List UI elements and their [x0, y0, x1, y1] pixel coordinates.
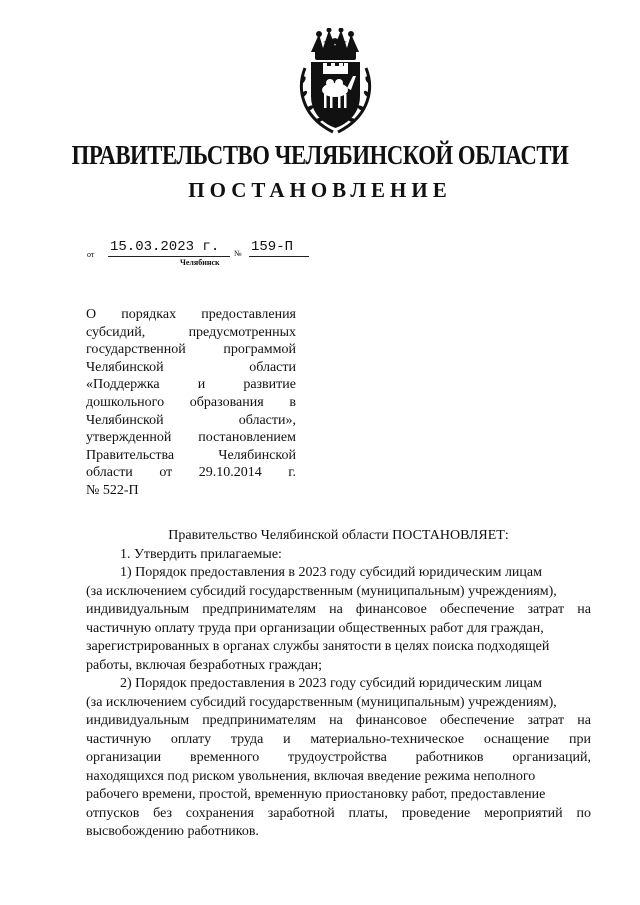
word: работников [415, 750, 484, 765]
word: утвержденной [86, 430, 172, 446]
word: Челябинской [218, 447, 296, 463]
word: образования [189, 394, 264, 410]
word: затрат [527, 602, 565, 617]
word: на [329, 602, 343, 617]
word: 1) Порядок предоставления в 2023 году субсидий юридическим лицам [120, 565, 542, 580]
word: рабочего времени, простой, временную приостановку работ, предоставление [86, 787, 546, 802]
word: находящихся под риском увольнения, включая введение режима неполного [86, 768, 536, 784]
word: предусмотренных [188, 324, 296, 340]
word: частичную оплату труда при организации общественных работ для граждан, [86, 620, 544, 636]
from-label: от [87, 250, 95, 259]
word: и [197, 377, 206, 393]
word: заработной [267, 805, 335, 821]
word: предпринимателям [202, 602, 317, 617]
word: постановлением [198, 430, 296, 446]
word: дошкольного [86, 394, 165, 410]
word: и [283, 731, 291, 747]
word: финансовое [355, 713, 427, 728]
text-line [86, 447, 296, 465]
word: обеспечение [439, 713, 515, 728]
word: индивидуальным [86, 602, 190, 617]
text-line [86, 564, 591, 583]
text-line [86, 768, 591, 787]
word: Правительства [86, 447, 175, 463]
word: индивидуальным [86, 713, 190, 728]
coat-of-arms-icon [293, 28, 378, 136]
word: Челябинской [86, 359, 164, 375]
text-line [86, 805, 591, 824]
document-type: ПОСТАНОВЛЕНИЕ [188, 178, 452, 202]
word: на [577, 713, 591, 728]
text-line [86, 601, 591, 620]
word: оплату [170, 731, 212, 747]
document-subject [86, 306, 296, 500]
word: частичную [86, 731, 152, 747]
text-line [86, 749, 591, 768]
word: области [86, 465, 133, 481]
word: без [153, 805, 172, 821]
word: государственной [86, 342, 186, 358]
word: (за исключением субсидий государственным (муниципальным) учреждениям), [86, 583, 557, 599]
word: трудоустройства [288, 750, 387, 765]
text-line [86, 546, 591, 565]
word: Челябинской [86, 412, 164, 428]
word: (за исключением субсидий государственным (муниципальным) учреждениям), [86, 694, 557, 710]
text-line [86, 675, 591, 694]
text-line [86, 712, 591, 731]
word: платы, [348, 805, 388, 821]
word: на [577, 602, 591, 617]
word: области», [238, 412, 296, 428]
text-line [86, 359, 296, 377]
text-line [86, 823, 591, 842]
word: высвобождению работников. [86, 824, 259, 839]
document-date: 15.03.2023 г. [108, 239, 230, 257]
word: оснащение [483, 731, 550, 747]
word: сохранения [185, 805, 254, 821]
word: развитие [243, 377, 296, 393]
word: 2) Порядок предоставления в 2023 году субсидий юридическим лицам [120, 676, 542, 691]
text-line [86, 429, 296, 447]
word: № 522-П [86, 482, 139, 498]
word: от [159, 465, 173, 481]
text-line [86, 464, 296, 482]
text-line [86, 638, 591, 657]
document-body [86, 527, 591, 842]
text-line [86, 657, 591, 676]
word: материально-техническое [310, 731, 465, 747]
word: по [576, 805, 591, 821]
government-title: ПРАВИТЕЛЬСТВО ЧЕЛЯБИНСКОЙ ОБЛАСТИ [71, 140, 569, 170]
text-line [86, 394, 296, 412]
text-line [86, 731, 591, 750]
word: работы, включая безработных граждан; [86, 657, 323, 673]
text-line [86, 306, 296, 324]
word: порядках [121, 307, 177, 322]
text-line [86, 324, 296, 342]
word: 29.10.2014 [198, 465, 262, 481]
word: организаций, [512, 750, 591, 765]
word: субсидий, [86, 324, 146, 340]
number-label: № [234, 249, 242, 258]
word: обеспечение [439, 602, 515, 617]
word: мероприятий [484, 805, 563, 821]
preamble: Правительство Челябинской области ПОСТАНОВЛЯЕТ: [168, 528, 509, 543]
text-line [86, 583, 591, 602]
text-line [86, 376, 296, 394]
word: программой [223, 342, 296, 358]
word: временного [189, 750, 260, 765]
word: затрат [527, 713, 565, 728]
word: проведение [401, 805, 471, 821]
text-line [86, 620, 591, 639]
word: предпринимателям [202, 713, 317, 728]
text-line [86, 786, 591, 805]
city-name: Челябинск [180, 258, 220, 267]
word: О [86, 307, 97, 322]
word: 1. Утвердить прилагаемые: [120, 546, 282, 562]
word: при [569, 731, 591, 747]
word: организации [86, 750, 162, 765]
word: труда [230, 731, 264, 747]
word: отпусков [86, 805, 140, 821]
word: предоставления [201, 307, 296, 322]
word: в [289, 394, 296, 410]
word: зарегистрированных в органах службы занятости в целях поиска подходящей [86, 639, 550, 654]
word: «Поддержка [86, 377, 160, 393]
text-line [86, 694, 591, 713]
text-line [86, 341, 296, 359]
document-number: 159-П [249, 239, 309, 257]
word: финансовое [355, 602, 427, 617]
text-line [86, 482, 296, 500]
text-line [86, 412, 296, 430]
word: области [249, 359, 296, 375]
word: на [329, 713, 343, 728]
word: г. [288, 465, 296, 481]
